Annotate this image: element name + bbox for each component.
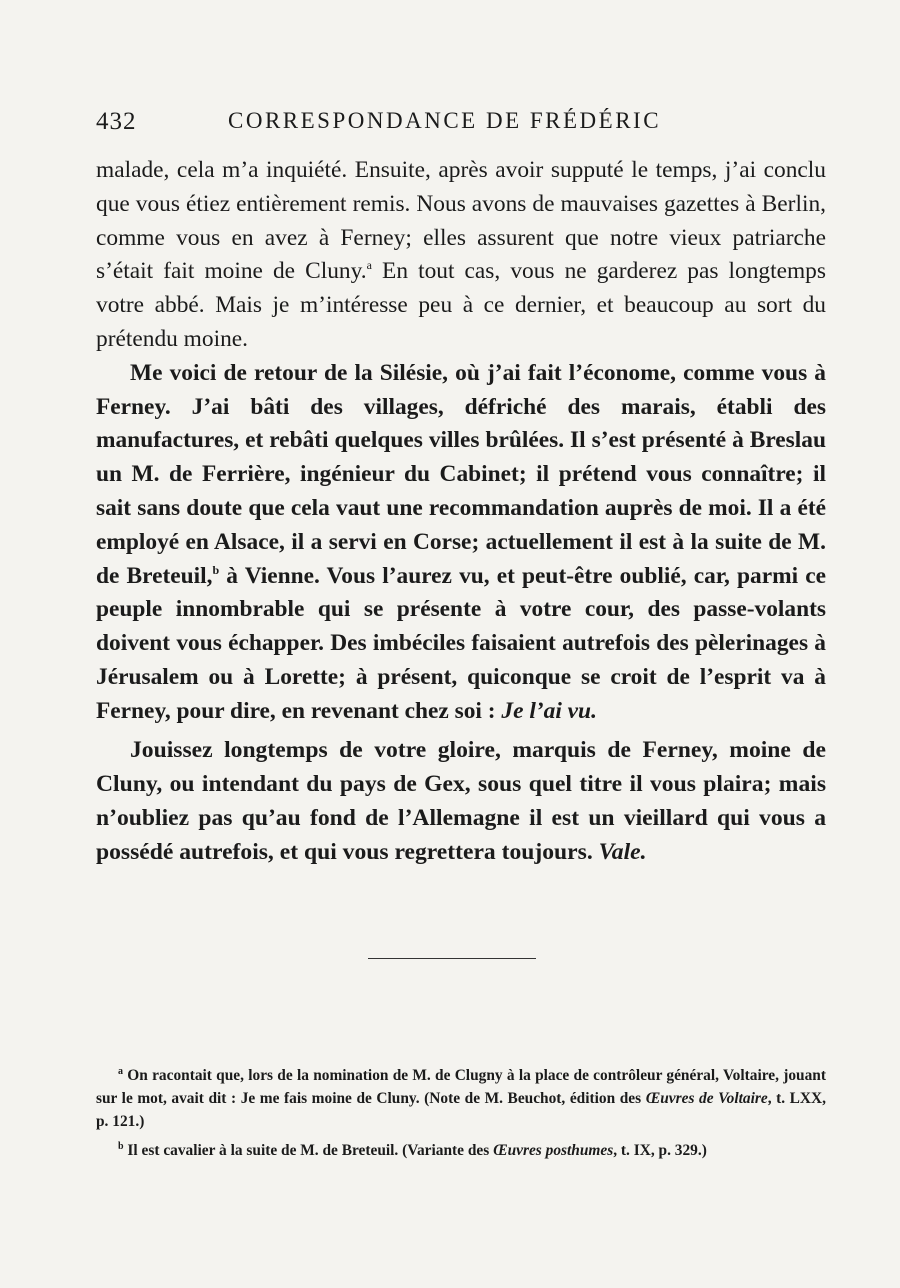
paragraph-3-text: Jouissez longtemps de votre gloire, marquis de Ferney, moine de Cluny, ou intendant du pays de Gex, sous quel titre il vous plaira; mais n’oubliez pas qu’au fond de l’Allemagne il est un vieillard qui vous a possédé autrefois, et qui vous regrettera toujours. (96, 736, 826, 865)
running-head: CORRESPONDANCE DE FRÉDÉRIC (228, 108, 662, 133)
page-header (96, 108, 826, 148)
paragraph-2-italic: Je l’ai vu. (501, 697, 597, 724)
footnote-ref-b[interactable]: b (212, 562, 220, 577)
footnote-a-end: , t. LXX, p. 121.) (96, 1090, 827, 1130)
closing-vale: Vale. (598, 838, 647, 865)
footnote-b-end: , t. IX, p. 329.) (613, 1142, 707, 1159)
footnote-a-text: On racontait que, lors de la nomination de M. de Clugny à la place de contrôleur général, Voltaire, jouant sur le mot, avait dit : Je me fais moine de Cluny. (Note de M. Beuchot, édition des (96, 1067, 826, 1107)
page-number: 432 (96, 108, 137, 135)
paragraph-3 (96, 733, 826, 869)
footnote-divider (368, 958, 536, 959)
letter-body (96, 154, 826, 869)
paragraph-1-text: malade, cela m’a inquiété. Ensuite, après avoir supputé le temps, j’ai conclu que vous étiez entièrement remis. Nous avons de mauvaises gazettes à Berlin, comme vous en avez à Ferney; elles assurent que notre vieux patriarche s’était fait moine de Cluny. (96, 157, 826, 285)
footnote-a-mark: a (118, 1066, 123, 1077)
footnote-b-mark: b (118, 1141, 124, 1152)
footnote-a-italic: Œuvres de Voltaire (645, 1090, 768, 1107)
paragraph-2-text-a: Me voici de retour de la Silésie, où j’ai fait l’économe, comme vous à Ferney. J’ai bâti des villages, défriché des marais, établi des manufactures, et rebâti quelques villes brûlées. Il s’est présenté à Breslau un M. de Ferrière, ingénieur du Cabinet; il prétend vous connaître; il sait sans doute que cela vaut une recommandation auprès de moi. Il a été employé en Alsace, il a servi en Corse; actuellement il est à la suite de M. de Breteuil, (96, 359, 826, 589)
paragraph-1-end: En tout cas, vous ne garderez pas longtemps votre abbé. Mais je m’intéresse peu à ce dernier, et beaucoup au sort du prétendu moine. (96, 258, 826, 352)
paragraph-1 (96, 154, 826, 357)
footnote-ref-a[interactable]: a (366, 258, 372, 273)
footnote-a (96, 1064, 826, 1133)
paragraph-2 (96, 357, 826, 729)
footnote-b-italic: Œuvres posthumes (493, 1142, 614, 1159)
footnotes (96, 1064, 826, 1168)
footnote-b-text: Il est cavalier à la suite de M. de Breteuil. (Variante des (127, 1142, 490, 1159)
paragraph-2-text-b: à Vienne. Vous l’aurez vu, et peut-être oublié, car, parmi ce peuple innombrable qui se présente à votre cour, des passe-volants doivent vous échapper. Des imbéciles faisaient autrefois des pèlerinages à Jérusalem ou à Lorette; à présent, quiconque se croit de l’esprit va à Ferney, pour dire, en revenant chez soi : (96, 562, 826, 724)
footnote-b (96, 1139, 826, 1162)
